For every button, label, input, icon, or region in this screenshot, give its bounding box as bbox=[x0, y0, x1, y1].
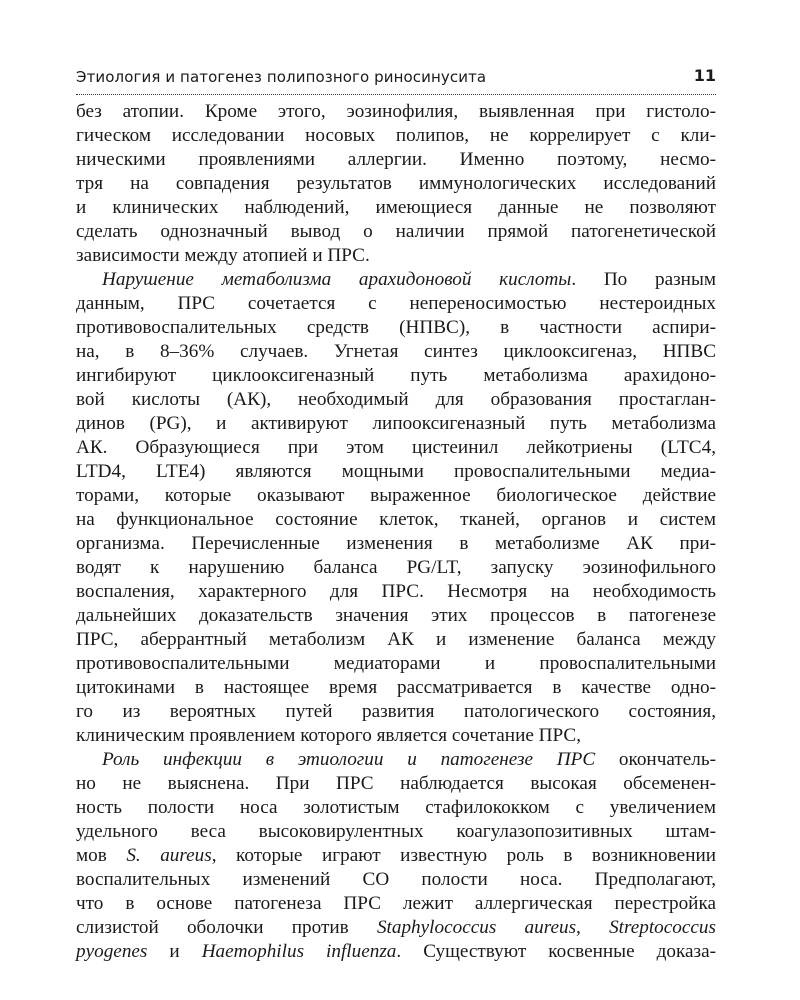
text-line bbox=[76, 748, 716, 772]
text-span: . По разным bbox=[571, 269, 716, 290]
text-line: воспаления, характерного для ПРС. Несмотря на необходимость bbox=[76, 581, 716, 602]
text-line: го из вероятных путей развития патологического состояния, bbox=[76, 701, 716, 722]
paragraph-3 bbox=[76, 748, 716, 964]
text-line: но не выяснена. При ПРС наблюдается высокая обсеменен- bbox=[76, 773, 716, 794]
species-name: pyogenes bbox=[76, 941, 148, 962]
text-line: водят к нарушению баланса PG/LT, запуску эозинофильного bbox=[76, 557, 716, 578]
text-line: дальнейших доказательств значения этих процессов в патогенезе bbox=[76, 605, 716, 626]
page-number: 11 bbox=[693, 66, 716, 85]
text-line: ническими проявлениями аллергии. Именно поэтому, несмо- bbox=[76, 149, 716, 170]
text-line: клиническим проявлением которого является сочетание ПРС, bbox=[76, 725, 582, 746]
text-line: ингибируют циклооксигеназный путь метаболизма арахидоно- bbox=[76, 365, 716, 386]
running-title: Этиология и патогенез полипозного риносинусита bbox=[76, 68, 487, 86]
text-span: окончатель- bbox=[595, 749, 716, 770]
text-line: без атопии. Кроме этого, эозинофилия, выявленная при гистоло- bbox=[76, 101, 716, 122]
text-line: цитокинами в настоящее время рассматривается в качестве одно- bbox=[76, 677, 716, 698]
text-line: вой кислоты (АК), необходимый для образования простаглан- bbox=[76, 389, 716, 410]
text-line bbox=[76, 268, 716, 292]
text-line: данным, ПРС сочетается с непереносимостью нестероидных bbox=[76, 293, 716, 314]
body-text bbox=[76, 100, 716, 964]
text-line: ность полости носа золотистым стафилококком с увеличением bbox=[76, 797, 716, 818]
text-line: тря на совпадения результатов иммунологических исследований bbox=[76, 173, 716, 194]
paragraph-1 bbox=[76, 100, 716, 268]
italic-heading: Роль инфекции в этиологии и патогенезе ПРС bbox=[102, 749, 596, 770]
text-line: динов (PG), и активируют липооксигеназный путь метаболизма bbox=[76, 413, 716, 434]
text-line: удельного веса высоковирулентных коагулазопозитивных штам- bbox=[76, 821, 716, 842]
text-line: зависимости между атопией и ПРС. bbox=[76, 245, 370, 266]
text-line: и клинических наблюдений, имеющиеся данные не позволяют bbox=[76, 197, 716, 218]
text-span: , которые играют известную роль в возникновении bbox=[211, 845, 716, 866]
text-line bbox=[76, 844, 716, 868]
text-line: на функциональное состояние клеток, тканей, органов и систем bbox=[76, 509, 716, 530]
species-name: Haemophilus influenza bbox=[201, 941, 397, 962]
text-line: воспалительных изменений СО полости носа. Предполагают, bbox=[76, 869, 716, 890]
italic-heading: Нарушение метаболизма арахидоновой кислоты bbox=[102, 269, 572, 290]
text-line: торами, которые оказывают выраженное биологическое действие bbox=[76, 485, 716, 506]
text-span: . Существуют косвенные доказа- bbox=[396, 941, 716, 962]
running-header bbox=[76, 64, 716, 95]
text-span: и bbox=[147, 941, 202, 962]
text-line bbox=[76, 916, 716, 940]
book-page bbox=[76, 64, 716, 964]
text-line: противовоспалительными медиаторами и провоспалительными bbox=[76, 653, 716, 674]
text-line: АК. Образующиеся при этом цистеинил лейкотриены (LTC4, bbox=[76, 437, 716, 458]
text-line: на, в 8–36% случаев. Угнетая синтез циклооксигеназ, НПВС bbox=[76, 341, 716, 362]
text-line: организма. Перечисленные изменения в метаболизме АК при- bbox=[76, 533, 716, 554]
text-span: мов bbox=[76, 845, 127, 866]
text-line: противовоспалительных средств (НПВС), в частности аспири- bbox=[76, 317, 716, 338]
text-line: сделать однозначный вывод о наличии прямой патогенетической bbox=[76, 221, 716, 242]
text-line: LTD4, LTE4) являются мощными провоспалительными медиа- bbox=[76, 461, 716, 482]
text-line bbox=[76, 940, 716, 964]
paragraph-2 bbox=[76, 268, 716, 748]
text-span: слизистой оболочки против bbox=[76, 917, 377, 938]
species-name: S. aureus bbox=[126, 845, 212, 866]
species-name: Staphylococcus aureus, Streptococcus bbox=[376, 917, 716, 938]
text-line: что в основе патогенеза ПРС лежит аллергическая перестройка bbox=[76, 893, 716, 914]
text-line: гическом исследовании носовых полипов, не коррелирует с кли- bbox=[76, 125, 716, 146]
text-line: ПРС, аберрантный метаболизм АК и изменение баланса между bbox=[76, 629, 716, 650]
